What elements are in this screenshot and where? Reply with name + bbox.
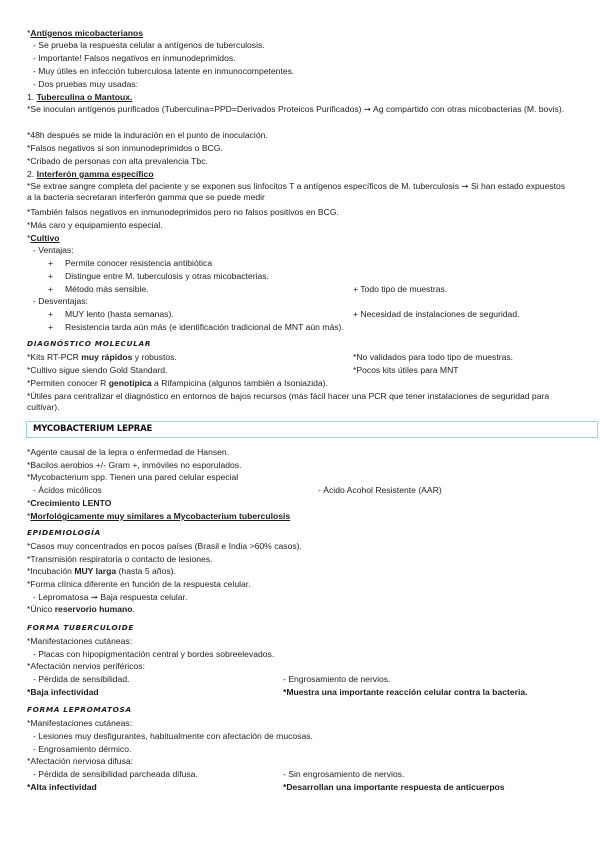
list-item-right: + Todo tipo de muestras. bbox=[353, 284, 448, 294]
section-heading-tuberculoide: FORMA TUBERCULOIDE bbox=[27, 623, 134, 632]
subsection-title-interferon: 2. Interferón gamma específico bbox=[27, 169, 154, 179]
text-line: *Cultivo sigue siendo Gold Standard. bbox=[27, 365, 168, 375]
text-line: - Importante! Falsos negativos en inmunodeprimidos. bbox=[33, 53, 236, 63]
text-line: *Casos muy concentrados en pocos países (Brasil e India >60% casos). bbox=[27, 541, 302, 551]
text-line: *Manifestaciones cutáneas: bbox=[27, 636, 133, 646]
text-line: *48h después se mide la induración en el punto de inoculación. bbox=[27, 130, 268, 140]
section-title-cultivo: *Cultivo bbox=[27, 233, 60, 243]
text-line: *Crecimiento LENTO bbox=[27, 498, 112, 508]
list-item: + MUY lento (hasta semanas). bbox=[48, 309, 174, 319]
text-line: - Se prueba la respuesta celular a antígenos de tuberculosis. bbox=[33, 40, 265, 50]
text-line: *Bacilos aerobios +/- Gram +, inmóviles no esporulados. bbox=[27, 460, 242, 470]
section-heading-epidemiologia: EPIDEMIOLOGÍA bbox=[27, 528, 101, 537]
section-title-leprae: MYCOBACTERIUM LEPRAE bbox=[33, 424, 153, 434]
text-line: - Ventajas: bbox=[33, 245, 74, 255]
text-line: *Kits RT-PCR muy rápidos y robustos. bbox=[27, 352, 177, 362]
list-item: + Permite conocer resistencia antibiótica bbox=[48, 258, 213, 268]
text-line: *Manifestaciones cutáneas: bbox=[27, 718, 133, 728]
text-line: - Pérdida de sensibilidad parcheada difusa. bbox=[33, 769, 198, 779]
text-line: *Afectación nerviosa difusa: bbox=[27, 756, 134, 766]
text-line: *Afectación nervios periféricos: bbox=[27, 661, 145, 671]
text-line: - Lepromatosa ➞ Baja respuesta celular. bbox=[33, 592, 188, 602]
text-line: *Útiles para centralizar el diagnóstico en entornos de bajos recursos (más fácil hacer una PCR que tener instalaciones de seguridad para cultivar). bbox=[27, 391, 550, 412]
text-line-right: *No validados para todo tipo de muestras. bbox=[353, 352, 514, 362]
section-title-antigenos: *Antígenos micobacterianos bbox=[27, 28, 144, 38]
text-line: *Baja infectividad bbox=[27, 687, 99, 697]
text-line: - Desventajas: bbox=[33, 296, 88, 306]
text-line: - Placas con hipopigmentación central y bordes sobreelevados. bbox=[33, 649, 275, 659]
text-line: *Agente causal de la lepra o enfermedad de Hansen. bbox=[27, 447, 230, 457]
text-line: *Incubación MUY larga (hasta 5 años). bbox=[27, 566, 176, 576]
text-line: *Morfológicamente muy similares a Mycobacterium tuberculosis bbox=[27, 511, 291, 521]
text-line: - Lesiones muy desfigurantes, habitualmente con afectación de mucosas. bbox=[33, 731, 313, 741]
text-line: - Pérdida de sensibilidad. bbox=[33, 674, 130, 684]
text-line: *Más caro y equipamiento especial. bbox=[27, 220, 163, 230]
text-line: *Mycobacterium spp. Tienen una pared celular especial bbox=[27, 472, 239, 482]
list-item: + Distingue entre M. tuberculosis y otras micobacterias. bbox=[48, 271, 269, 281]
text-line-right: - Ácido Acohol Resistente (AAR) bbox=[318, 485, 442, 495]
text-line: *Cribado de personas con alta prevalencia Tbc. bbox=[27, 156, 208, 166]
subsection-title-tuberculina: 1. Tuberculina o Mantoux. bbox=[27, 92, 133, 102]
text-line-right: - Engrosamiento de nervios. bbox=[283, 674, 391, 684]
text-line: - Ácidos micólicos bbox=[33, 485, 102, 495]
text-line-right: *Pocos kits útiles para MNT bbox=[353, 365, 459, 375]
text-line: *Único reservorio humano. bbox=[27, 604, 135, 614]
text-line-right: *Desarrollan una importante respuesta de anticuerpos bbox=[283, 782, 505, 792]
text-line-right: - Sin engrosamiento de nervios. bbox=[283, 769, 405, 779]
text-line: *Falsos negativos si son inmunodeprimidos o BCG. bbox=[27, 143, 223, 153]
section-heading-lepromatosa: FORMA LEPROMATOSA bbox=[27, 705, 132, 714]
text-line: *Alta infectividad bbox=[27, 782, 97, 792]
text-line: *Forma clínica diferente en función de la respuesta celular. bbox=[27, 579, 251, 589]
text-line: *Se inoculan antígenos purificados (Tuberculina=PPD=Derivados Proteicos Purificados) ➞ Ag compartido con otras micobacterias (M. bovis). bbox=[27, 104, 565, 114]
text-line: *Permiten conocer R genotípica a Rifampicina (algunos también a Isoniazida). bbox=[27, 378, 328, 388]
text-line: *Transmisión respiratoria o contacto de lesiones. bbox=[27, 554, 213, 564]
section-heading-diagnostico: DIAGNÓSTICO MOLECULAR bbox=[27, 339, 152, 348]
text-line: - Dos pruebas muy usadas: bbox=[33, 79, 139, 89]
list-item: + Resistencia tarda aún más (e identificación tradicional de MNT aún más). bbox=[48, 322, 344, 332]
text-line-right: *Muestra una importante reacción celular contra la bacteria. bbox=[283, 687, 528, 697]
list-item-right: + Necesidad de instalaciones de seguridad. bbox=[353, 309, 520, 319]
text-line: - Engrosamiento dérmico. bbox=[33, 744, 132, 754]
text-line: - Muy útiles en infección tuberculosa latente en inmunocompetentes. bbox=[33, 66, 295, 76]
text-line: *Se extrae sangre completa del paciente y se exponen sus linfocitos T a antígenos específicos de M. tuberculosis ➞ Si han estado expuestos a la bacteria secretaran interferón gamma que se puede medir bbox=[27, 181, 566, 202]
text-line: *También falsos negativos en inmunodeprimidos pero no falsos positivos en BCG. bbox=[27, 207, 339, 217]
list-item: + Método más sensible. bbox=[48, 284, 149, 294]
